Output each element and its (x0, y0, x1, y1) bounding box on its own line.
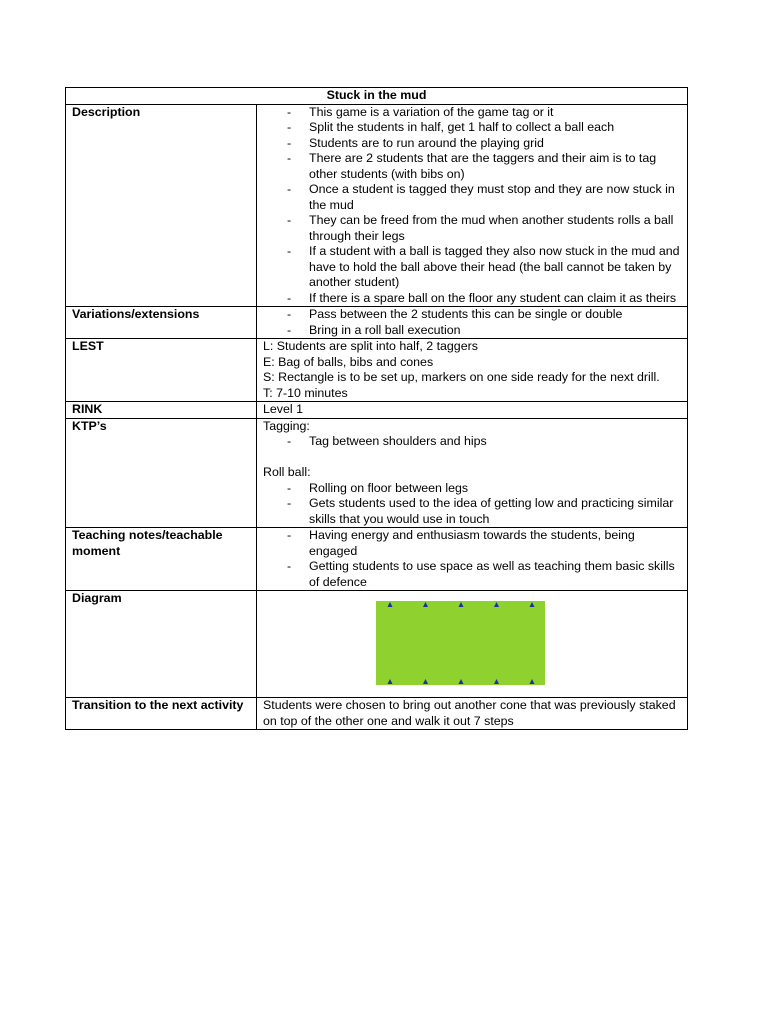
description-list (263, 105, 681, 307)
row-description (66, 104, 688, 307)
transition-label: Transition to the next activity (66, 698, 257, 730)
rink-value: Level 1 (257, 402, 688, 419)
lest-line: T: 7-10 minutes (263, 385, 348, 400)
lesson-plan-table (65, 87, 688, 730)
description-item: - Once a student is tagged they must stop and they are now stuck in the mud (283, 182, 681, 213)
teaching-notes-label: Teaching notes/teachable moment (66, 528, 257, 591)
variation-item: - Bring in a roll ball execution (283, 323, 681, 339)
row-diagram (66, 591, 688, 698)
playing-grid-field (376, 601, 545, 685)
description-item: - Students are to run around the playing grid (283, 136, 681, 152)
lest-content (257, 339, 688, 402)
variations-label: Variations/extensions (66, 307, 257, 339)
row-variations (66, 307, 688, 339)
diagram-cell (257, 591, 688, 698)
description-item: - This game is a variation of the game tag or it (283, 105, 681, 121)
variations-list (263, 307, 681, 338)
tagging-item: - Tag between shoulders and hips (283, 434, 681, 450)
variation-item: - Pass between the 2 students this can be single or double (283, 307, 681, 323)
teaching-note-item: - Getting students to use space as well as teaching them basic skills of defence (283, 559, 681, 590)
row-teaching-notes (66, 528, 688, 591)
lest-line: S: Rectangle is to be set up, markers on one side ready for the next drill. (263, 370, 660, 384)
description-item: - They can be freed from the mud when another students rolls a ball through their legs (283, 213, 681, 244)
lest-label: LEST (66, 339, 257, 402)
row-ktp (66, 418, 688, 528)
roll-ball-list (263, 481, 681, 528)
teaching-note-item: - Having energy and enthusiasm towards the students, being engaged (283, 528, 681, 559)
row-transition (66, 698, 688, 730)
transition-text: Students were chosen to bring out another cone that was previously staked on top of the other one and walk it out 7 steps (257, 698, 688, 730)
description-item: - There are 2 students that are the taggers and their aim is to tag other students (with bibs on) (283, 151, 681, 182)
description-item: - Split the students in half, get 1 half to collect a ball each (283, 120, 681, 136)
lest-line: L: Students are split into half, 2 taggers (263, 339, 478, 353)
description-item: - If a student with a ball is tagged they also now stuck in the mud and have to hold the ball above their head (the ball cannot be taken by another student) (283, 244, 681, 291)
rink-label: RINK (66, 402, 257, 419)
lest-line: E: Bag of balls, bibs and cones (263, 354, 434, 369)
row-rink (66, 402, 688, 419)
table-title: Stuck in the mud (66, 88, 688, 105)
ktp-label: KTP’s (66, 418, 257, 528)
roll-ball-item: - Gets students used to the idea of getting low and practicing similar skills that you would use in touch (283, 496, 681, 527)
spacer (263, 450, 681, 466)
row-lest (66, 339, 688, 402)
tagging-list (263, 434, 681, 450)
playing-grid-diagram (376, 601, 545, 685)
description-item: - If there is a spare ball on the floor any student can claim it as theirs (283, 291, 681, 307)
roll-ball-heading: Roll ball: (263, 465, 311, 479)
tagging-heading: Tagging: (263, 418, 310, 433)
teaching-notes-list (263, 528, 681, 590)
description-label: Description (66, 104, 257, 307)
diagram-label: Diagram (66, 591, 257, 698)
roll-ball-item: - Rolling on floor between legs (283, 481, 681, 497)
